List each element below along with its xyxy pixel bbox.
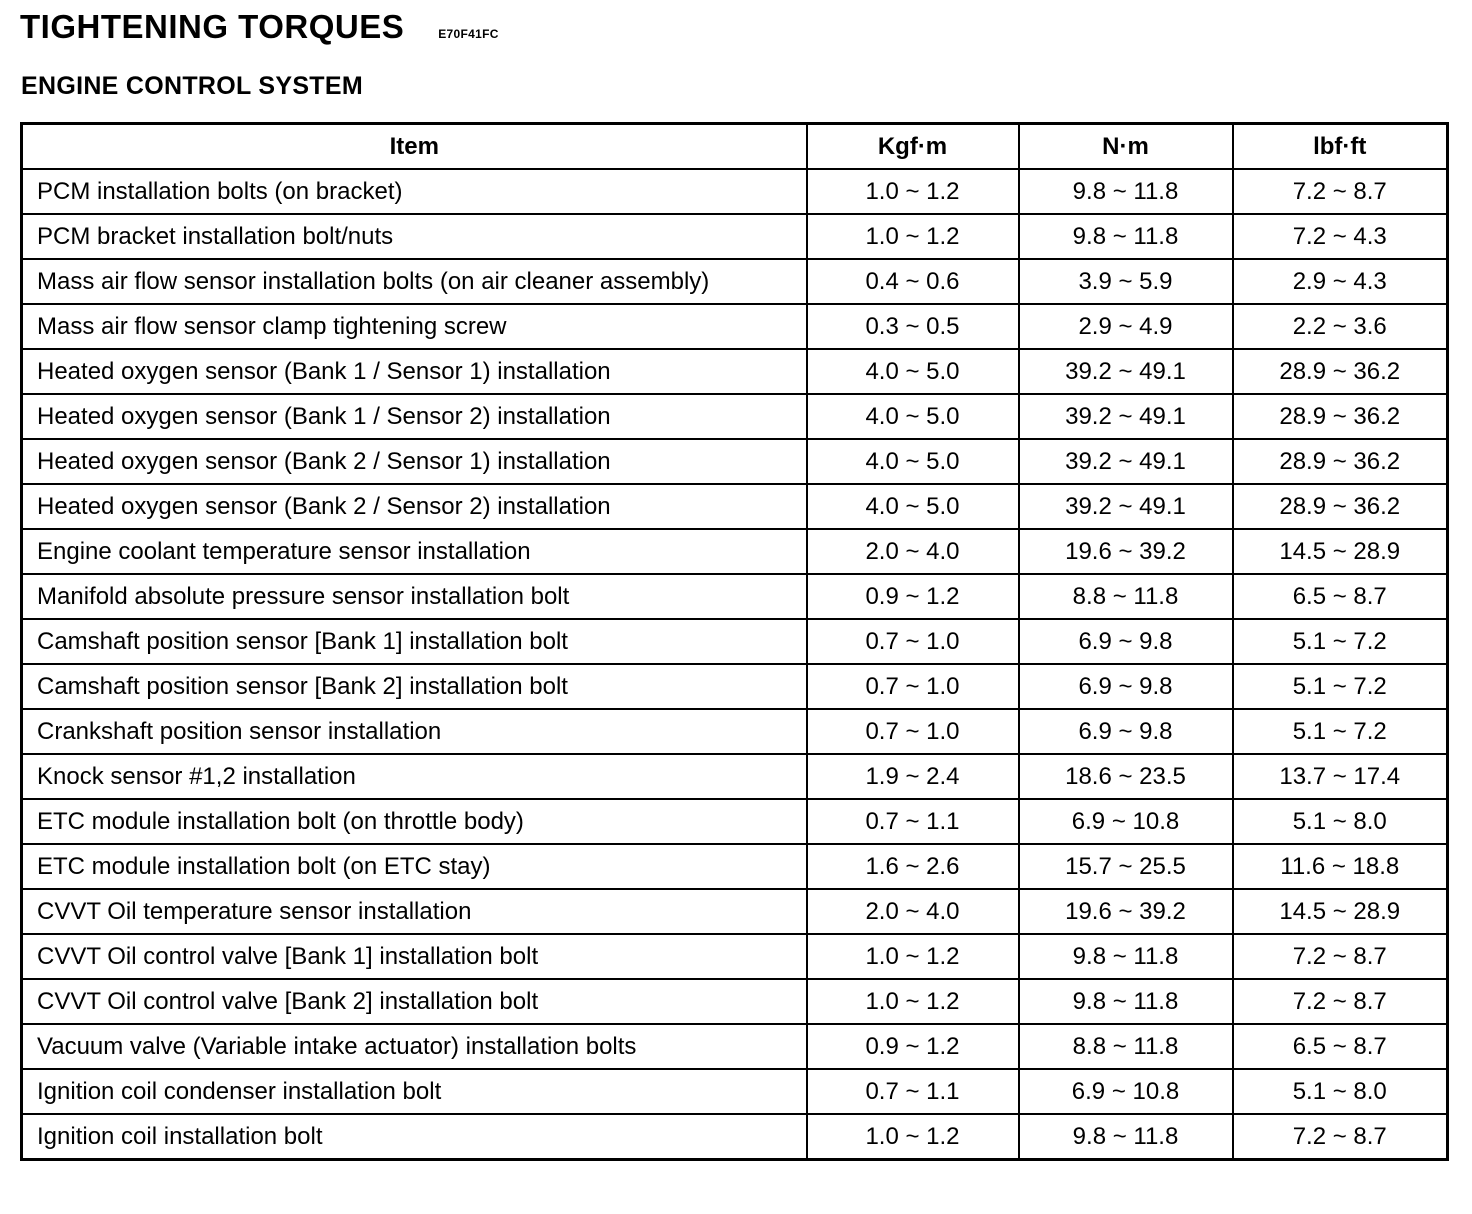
item-cell: Ignition coil condenser installation bolt (22, 1069, 807, 1114)
lbfft-cell: 14.5 ~ 28.9 (1233, 529, 1448, 574)
kgfm-cell: 1.9 ~ 2.4 (807, 754, 1019, 799)
kgfm-cell: 0.4 ~ 0.6 (807, 259, 1019, 304)
column-header-kgfm: Kgf·m (807, 124, 1019, 170)
title-row (20, 8, 499, 46)
document-code: E70F41FC (438, 27, 499, 41)
table-row (22, 259, 1448, 304)
torque-table (20, 122, 1449, 1161)
kgfm-cell: 4.0 ~ 5.0 (807, 394, 1019, 439)
item-cell: CVVT Oil control valve [Bank 1] installation bolt (22, 934, 807, 979)
table-row (22, 574, 1448, 619)
item-cell: Heated oxygen sensor (Bank 2 / Sensor 2) installation (22, 484, 807, 529)
table-row (22, 844, 1448, 889)
item-cell: Manifold absolute pressure sensor installation bolt (22, 574, 807, 619)
table-row (22, 394, 1448, 439)
kgfm-cell: 0.9 ~ 1.2 (807, 1024, 1019, 1069)
lbfft-cell: 28.9 ~ 36.2 (1233, 484, 1448, 529)
lbfft-cell: 6.5 ~ 8.7 (1233, 574, 1448, 619)
kgfm-cell: 1.6 ~ 2.6 (807, 844, 1019, 889)
nm-cell: 19.6 ~ 39.2 (1019, 529, 1233, 574)
table-row (22, 529, 1448, 574)
item-cell: Ignition coil installation bolt (22, 1114, 807, 1160)
nm-cell: 39.2 ~ 49.1 (1019, 394, 1233, 439)
item-cell: Camshaft position sensor [Bank 2] installation bolt (22, 664, 807, 709)
item-cell: Knock sensor #1,2 installation (22, 754, 807, 799)
item-cell: Heated oxygen sensor (Bank 2 / Sensor 1) installation (22, 439, 807, 484)
item-cell: ETC module installation bolt (on ETC stay) (22, 844, 807, 889)
table-row (22, 484, 1448, 529)
lbfft-cell: 7.2 ~ 8.7 (1233, 169, 1448, 214)
item-cell: Crankshaft position sensor installation (22, 709, 807, 754)
item-cell: Camshaft position sensor [Bank 1] installation bolt (22, 619, 807, 664)
lbfft-cell: 28.9 ~ 36.2 (1233, 349, 1448, 394)
table-row (22, 709, 1448, 754)
item-cell: CVVT Oil control valve [Bank 2] installation bolt (22, 979, 807, 1024)
nm-cell: 6.9 ~ 9.8 (1019, 664, 1233, 709)
lbfft-cell: 28.9 ~ 36.2 (1233, 394, 1448, 439)
nm-cell: 39.2 ~ 49.1 (1019, 349, 1233, 394)
item-cell: CVVT Oil temperature sensor installation (22, 889, 807, 934)
kgfm-cell: 0.3 ~ 0.5 (807, 304, 1019, 349)
nm-cell: 9.8 ~ 11.8 (1019, 979, 1233, 1024)
table-row (22, 934, 1448, 979)
lbfft-cell: 2.9 ~ 4.3 (1233, 259, 1448, 304)
kgfm-cell: 1.0 ~ 1.2 (807, 1114, 1019, 1160)
section-title: ENGINE CONTROL SYSTEM (21, 72, 363, 100)
nm-cell: 19.6 ~ 39.2 (1019, 889, 1233, 934)
lbfft-cell: 5.1 ~ 8.0 (1233, 799, 1448, 844)
table-row (22, 1114, 1448, 1160)
kgfm-cell: 0.7 ~ 1.0 (807, 709, 1019, 754)
column-header-lbfft: lbf·ft (1233, 124, 1448, 170)
item-cell: Mass air flow sensor clamp tightening screw (22, 304, 807, 349)
table-row (22, 214, 1448, 259)
item-cell: Heated oxygen sensor (Bank 1 / Sensor 1) installation (22, 349, 807, 394)
table-row (22, 979, 1448, 1024)
nm-cell: 6.9 ~ 9.8 (1019, 619, 1233, 664)
kgfm-cell: 1.0 ~ 1.2 (807, 934, 1019, 979)
item-cell: PCM bracket installation bolt/nuts (22, 214, 807, 259)
table-row (22, 754, 1448, 799)
nm-cell: 6.9 ~ 9.8 (1019, 709, 1233, 754)
page-title: TIGHTENING TORQUES (20, 8, 405, 45)
lbfft-cell: 5.1 ~ 7.2 (1233, 664, 1448, 709)
nm-cell: 9.8 ~ 11.8 (1019, 169, 1233, 214)
kgfm-cell: 0.7 ~ 1.1 (807, 799, 1019, 844)
lbfft-cell: 7.2 ~ 8.7 (1233, 979, 1448, 1024)
nm-cell: 9.8 ~ 11.8 (1019, 1114, 1233, 1160)
lbfft-cell: 11.6 ~ 18.8 (1233, 844, 1448, 889)
lbfft-cell: 5.1 ~ 8.0 (1233, 1069, 1448, 1114)
table-row (22, 304, 1448, 349)
lbfft-cell: 7.2 ~ 8.7 (1233, 934, 1448, 979)
lbfft-cell: 7.2 ~ 8.7 (1233, 1114, 1448, 1160)
kgfm-cell: 0.7 ~ 1.0 (807, 664, 1019, 709)
table-row (22, 1069, 1448, 1114)
table-row (22, 889, 1448, 934)
nm-cell: 8.8 ~ 11.8 (1019, 574, 1233, 619)
lbfft-cell: 28.9 ~ 36.2 (1233, 439, 1448, 484)
item-cell: ETC module installation bolt (on throttle body) (22, 799, 807, 844)
lbfft-cell: 5.1 ~ 7.2 (1233, 709, 1448, 754)
kgfm-cell: 4.0 ~ 5.0 (807, 439, 1019, 484)
nm-cell: 2.9 ~ 4.9 (1019, 304, 1233, 349)
kgfm-cell: 0.7 ~ 1.0 (807, 619, 1019, 664)
kgfm-cell: 0.7 ~ 1.1 (807, 1069, 1019, 1114)
nm-cell: 39.2 ~ 49.1 (1019, 484, 1233, 529)
nm-cell: 9.8 ~ 11.8 (1019, 934, 1233, 979)
lbfft-cell: 2.2 ~ 3.6 (1233, 304, 1448, 349)
kgfm-cell: 2.0 ~ 4.0 (807, 529, 1019, 574)
item-cell: Engine coolant temperature sensor installation (22, 529, 807, 574)
kgfm-cell: 4.0 ~ 5.0 (807, 349, 1019, 394)
nm-cell: 9.8 ~ 11.8 (1019, 214, 1233, 259)
kgfm-cell: 1.0 ~ 1.2 (807, 214, 1019, 259)
table-row (22, 169, 1448, 214)
table-row (22, 1024, 1448, 1069)
item-cell: Heated oxygen sensor (Bank 1 / Sensor 2) installation (22, 394, 807, 439)
kgfm-cell: 2.0 ~ 4.0 (807, 889, 1019, 934)
column-header-item: Item (22, 124, 807, 170)
table-row (22, 619, 1448, 664)
kgfm-cell: 0.9 ~ 1.2 (807, 574, 1019, 619)
table-row (22, 439, 1448, 484)
table-body (22, 169, 1448, 1160)
nm-cell: 8.8 ~ 11.8 (1019, 1024, 1233, 1069)
lbfft-cell: 7.2 ~ 4.3 (1233, 214, 1448, 259)
item-cell: Vacuum valve (Variable intake actuator) installation bolts (22, 1024, 807, 1069)
nm-cell: 39.2 ~ 49.1 (1019, 439, 1233, 484)
item-cell: Mass air flow sensor installation bolts (on air cleaner assembly) (22, 259, 807, 304)
lbfft-cell: 5.1 ~ 7.2 (1233, 619, 1448, 664)
item-cell: PCM installation bolts (on bracket) (22, 169, 807, 214)
table-row (22, 664, 1448, 709)
kgfm-cell: 4.0 ~ 5.0 (807, 484, 1019, 529)
nm-cell: 6.9 ~ 10.8 (1019, 799, 1233, 844)
nm-cell: 6.9 ~ 10.8 (1019, 1069, 1233, 1114)
lbfft-cell: 14.5 ~ 28.9 (1233, 889, 1448, 934)
nm-cell: 3.9 ~ 5.9 (1019, 259, 1233, 304)
kgfm-cell: 1.0 ~ 1.2 (807, 979, 1019, 1024)
lbfft-cell: 6.5 ~ 8.7 (1233, 1024, 1448, 1069)
table-row (22, 799, 1448, 844)
nm-cell: 15.7 ~ 25.5 (1019, 844, 1233, 889)
column-header-nm: N·m (1019, 124, 1233, 170)
lbfft-cell: 13.7 ~ 17.4 (1233, 754, 1448, 799)
kgfm-cell: 1.0 ~ 1.2 (807, 169, 1019, 214)
table-row (22, 349, 1448, 394)
table-header-row (22, 124, 1448, 170)
nm-cell: 18.6 ~ 23.5 (1019, 754, 1233, 799)
